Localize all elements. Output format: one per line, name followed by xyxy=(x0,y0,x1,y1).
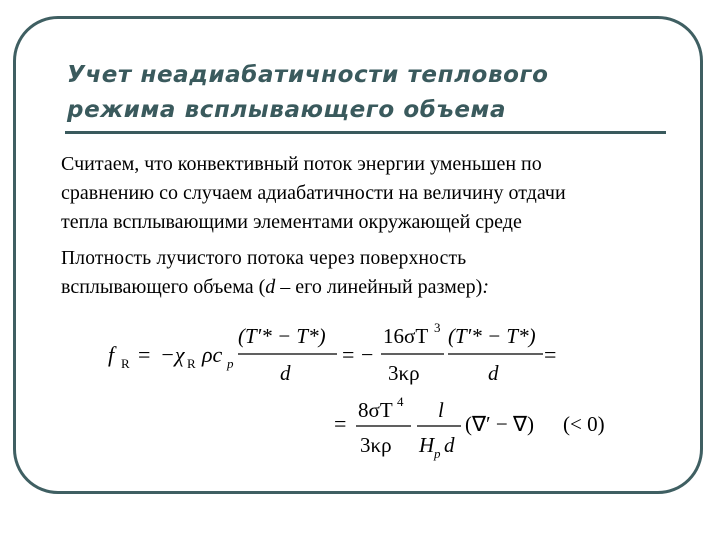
formula-frac2-den: 3κρ xyxy=(388,361,420,385)
paragraph2-var-d: d xyxy=(265,276,276,298)
title-line-1: Учет неадиабатичности теплового xyxy=(67,62,549,88)
formula-frac4-den: 3κρ xyxy=(360,433,392,457)
paragraph1-line-2: сравнению со случаем адиабатичности на величину отдачи xyxy=(61,182,566,204)
formula-frac2-exp: 3 xyxy=(434,320,441,335)
formula-frac4-exp: 4 xyxy=(397,394,404,409)
formula-frac5-den-H: H xyxy=(419,433,435,457)
formula-f: f xyxy=(108,342,115,367)
formula-frac1-num: (T′* − T*) xyxy=(238,324,326,348)
formula-frac4-num: 8σT xyxy=(358,398,393,422)
formula-frac5-num: l xyxy=(438,398,444,422)
formula-minus-1: − xyxy=(361,342,374,367)
formula-minus-chi: −χ xyxy=(160,342,185,367)
formula-eq-4: = xyxy=(334,411,347,436)
paragraph2-colon: : xyxy=(482,276,490,298)
paragraph2-line-1: Плотность лучистого потока через поверхность xyxy=(61,248,467,269)
formula-frac3-num: (T′* − T*) xyxy=(448,324,536,348)
formula-frac3-den: d xyxy=(488,361,499,385)
formula-frac5-den-sub: p xyxy=(434,446,441,461)
formula-frac1-den: d xyxy=(280,361,291,385)
formula-f-sub: R xyxy=(121,356,130,371)
paragraph2-text-pre: всплывающего объема ( xyxy=(61,276,266,298)
formula-eq-2: = xyxy=(342,342,355,367)
paragraph2-text-post: – его линейный размер) xyxy=(275,276,483,298)
paragraph-convective-flux xyxy=(61,150,566,237)
formula-svg xyxy=(105,310,645,470)
formula-eq-3: = xyxy=(544,342,557,367)
formula-frac2-num: 16σT xyxy=(383,324,429,348)
paragraph2-line-2 xyxy=(61,273,489,302)
title-underline xyxy=(65,131,666,134)
radiative-flux-formula xyxy=(105,310,645,470)
paragraph-radiative-flux xyxy=(61,244,489,302)
formula-frac5-den-d: d xyxy=(444,433,455,457)
paragraph1-line-1: Считаем, что конвективный поток энергии уменьшен по xyxy=(61,153,542,175)
slide-title xyxy=(67,58,677,128)
formula-eq-1: = xyxy=(138,342,151,367)
formula-chi-sub: R xyxy=(187,356,196,371)
formula-nabla-term: (∇′ − ∇) xyxy=(465,412,535,436)
paragraph1-line-3: тепла всплывающими элементами окружающей среде xyxy=(61,211,522,233)
formula-cp-sub: p xyxy=(227,356,234,371)
formula-condition: (< 0) xyxy=(563,412,605,436)
formula-rho-c: ρc xyxy=(202,342,223,367)
title-line-2: режима всплывающего объема xyxy=(67,97,507,123)
